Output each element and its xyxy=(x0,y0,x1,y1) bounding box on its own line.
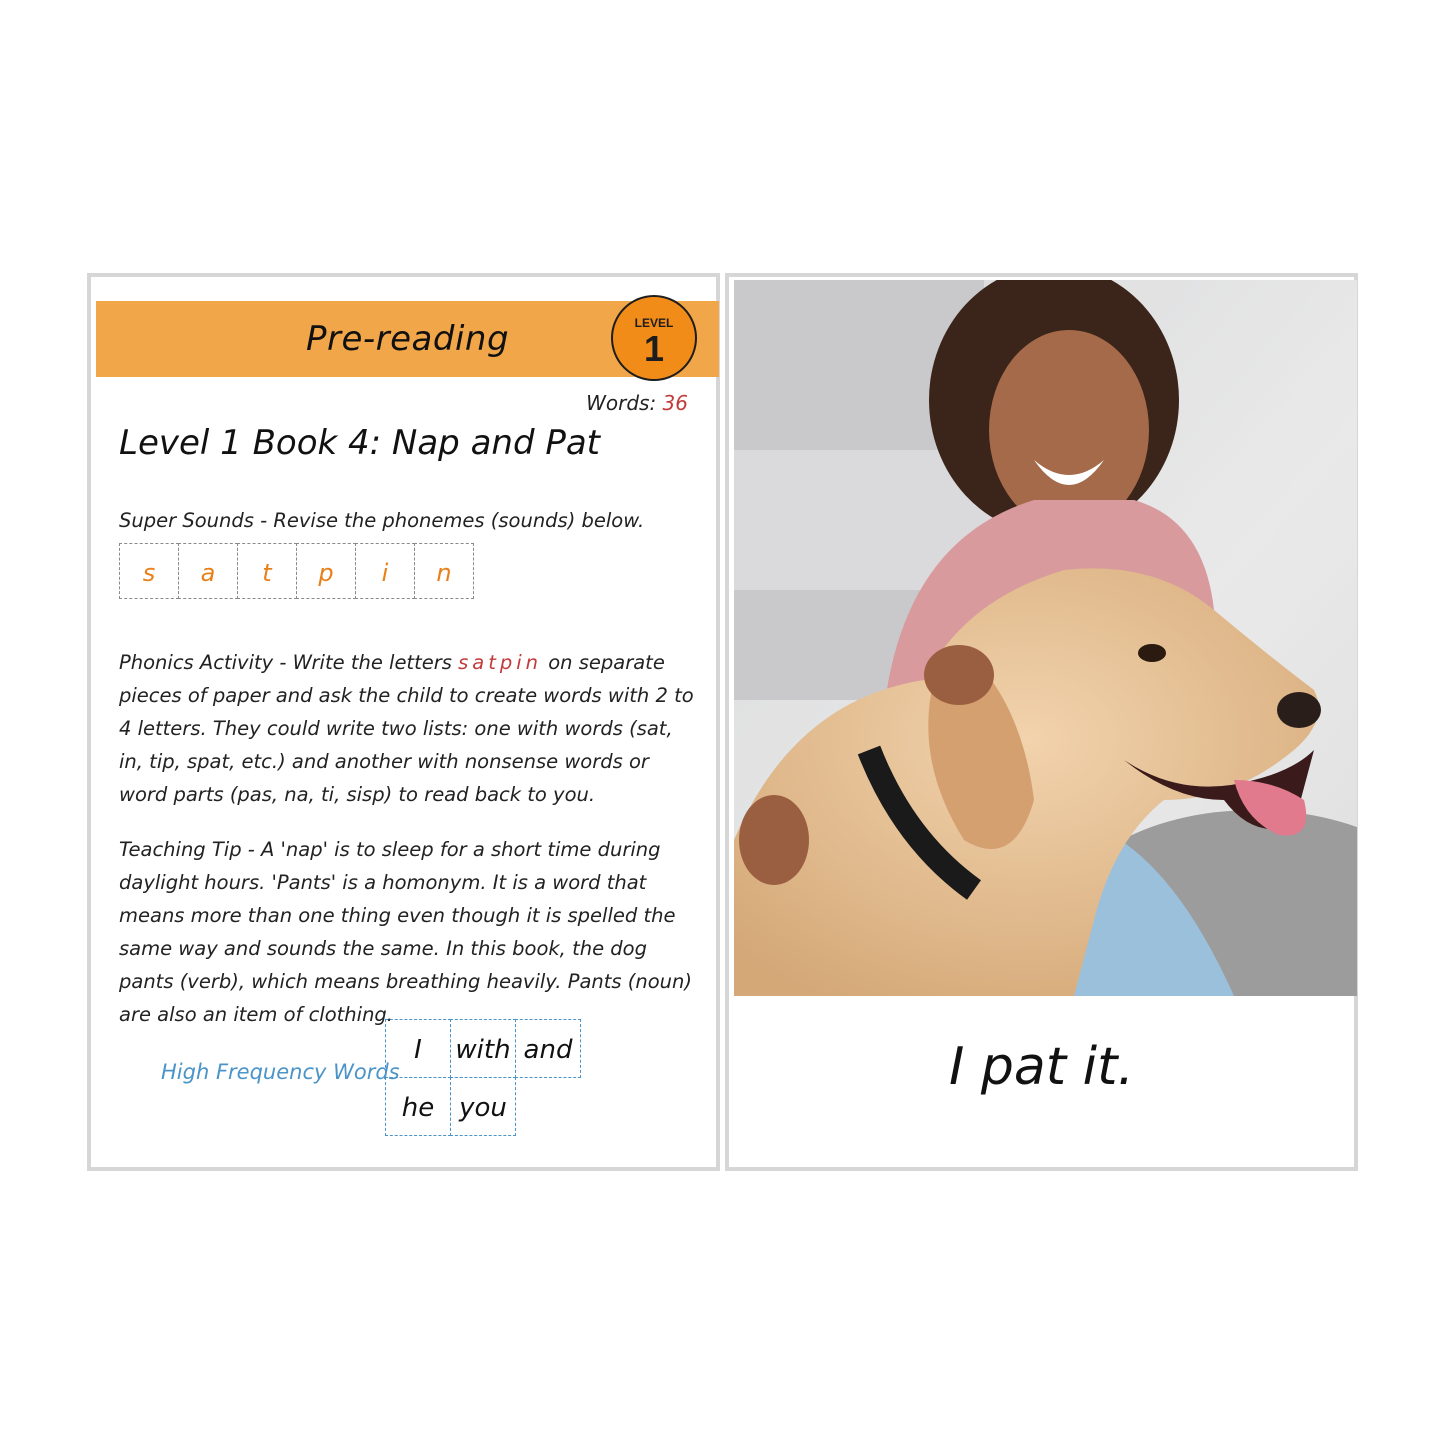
sound-cell: i xyxy=(355,543,415,599)
hfw-word: and xyxy=(515,1019,581,1078)
hfw-grid xyxy=(385,1019,585,1139)
word-count-value: 36 xyxy=(662,391,688,415)
sound-grid xyxy=(119,543,473,599)
super-sounds-text: Super Sounds - Revise the phonemes (sounds) below. xyxy=(119,509,645,532)
hfw-label: High Frequency Words xyxy=(161,1060,400,1084)
left-page xyxy=(87,273,720,1171)
hfw-word: you xyxy=(450,1077,516,1136)
page-title: Pre-reading xyxy=(305,319,510,359)
level-number: 1 xyxy=(643,328,665,369)
phonics-letters: satpin xyxy=(458,651,543,674)
girl-petting-dog-photo xyxy=(734,280,1357,996)
hfw-word: I xyxy=(385,1019,451,1078)
phonics-activity-text xyxy=(119,646,699,811)
level-label: LEVEL xyxy=(634,316,674,330)
level-badge xyxy=(611,295,697,381)
page-caption: I pat it. xyxy=(948,1037,1135,1097)
hfw-word: with xyxy=(450,1019,516,1078)
phonics-rest: on separate pieces of paper and ask the child to create words with 2 to 4 letters. They could write two lists: one with words (sat, in, tip, spat, etc.) and another with nonsense words or word parts (pas, na, ti, sisp) to read back to you. xyxy=(119,651,694,806)
sound-cell: s xyxy=(119,543,179,599)
word-count xyxy=(586,391,688,415)
phonics-prefix: Phonics Activity - Write the letters xyxy=(119,651,459,674)
sound-cell: n xyxy=(414,543,474,599)
hfw-word: he xyxy=(385,1077,451,1136)
teaching-tip-text: Teaching Tip - A 'nap' is to sleep for a short time during daylight hours. 'Pants' is a homonym. It is a word that means more than one thing even though it is spelled the same way and sounds the same. In this book, the dog pants (verb), which means breathing heavily. Pants (noun) are also an item of clothing. xyxy=(119,838,692,1026)
word-count-label: Words: xyxy=(586,391,657,415)
sound-cell: t xyxy=(237,543,297,599)
sound-cell: p xyxy=(296,543,356,599)
right-page xyxy=(725,273,1358,1171)
book-title: Level 1 Book 4: Nap and Pat xyxy=(119,423,601,463)
sound-cell: a xyxy=(178,543,238,599)
